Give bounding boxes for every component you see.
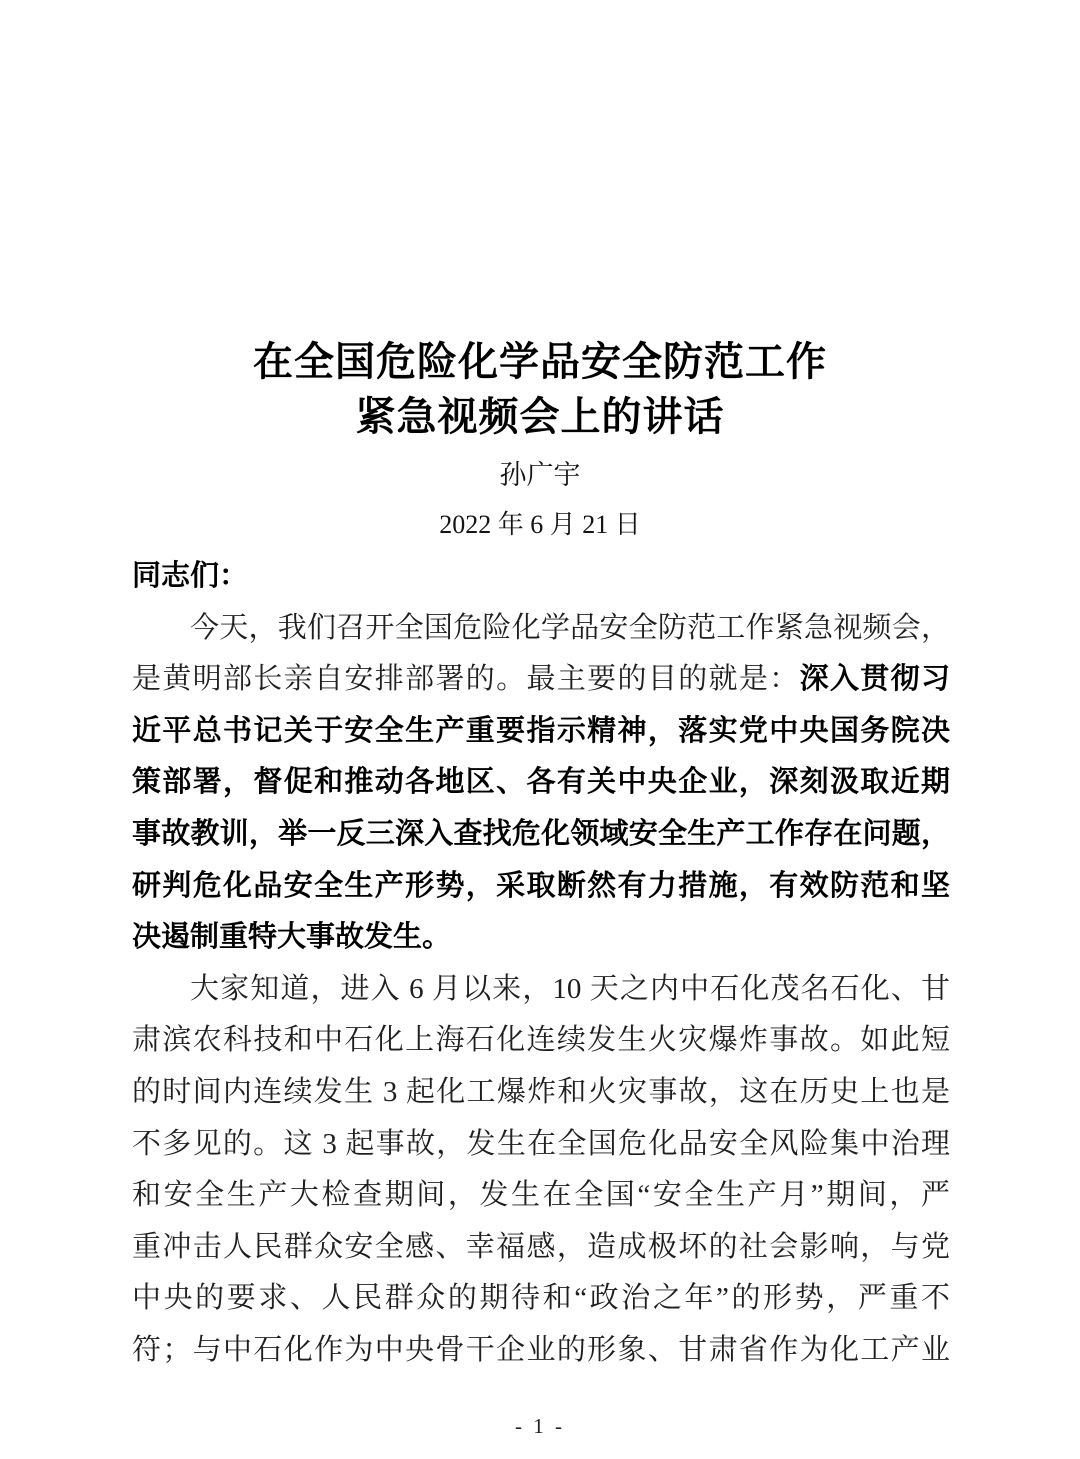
body-text-run: 符；与中石化作为中央骨干企业的形象、甘肃省作为化工产业 [132, 1333, 950, 1366]
body-text-run: 肃滨农科技和中石化上海石化连续发生火灾爆炸事故。如此短 [132, 1024, 950, 1057]
body-text-run-bold: 近平总书记关于安全生产重要指示精神，落实党中央国务院决 [132, 714, 950, 747]
body-text-run: 的时间内连续发生 3 起化工爆炸和火灾事故，这在历史上也是 [132, 1075, 950, 1108]
body-text-run: 不多见的。这 3 起事故，发生在全国危化品安全风险集中治理 [132, 1127, 950, 1160]
title-line-2: 紧急视频会上的讲话 [355, 394, 725, 439]
body-text-run: 大家知道，进入 6 月以来，10 天之内中石化茂名石化、甘 [190, 972, 950, 1005]
body-text-run: 是黄明部长亲自安排部署的。最主要的目的就是： [132, 663, 800, 696]
body-line [132, 706, 950, 758]
page-number-footer: - 1 - [515, 1414, 565, 1438]
body-line [132, 861, 950, 913]
body-line [132, 1273, 950, 1325]
body-line [132, 1015, 950, 1067]
body-line [132, 603, 950, 655]
body-text-run-bold: 决遏制重特大事故发生。 [132, 921, 452, 954]
body-line [132, 1067, 950, 1119]
body-line [132, 1119, 950, 1171]
body-text-run-bold: 深入贯彻习 [799, 663, 950, 696]
document-body [132, 551, 950, 1377]
title-line-1: 在全国危险化学品安全防范工作 [253, 339, 827, 384]
body-text-run: 重冲击人民群众安全感、幸福感，造成极坏的社会影响，与党 [132, 1230, 950, 1263]
body-line [132, 1325, 950, 1377]
body-line [132, 757, 950, 809]
document-date: 2022 年 6 月 21 日 [439, 510, 641, 539]
body-text-run: 和安全生产大检查期间，发生在全国“安全生产月”期间，严 [132, 1179, 950, 1212]
body-line [132, 1222, 950, 1274]
body-text-run-bold: 策部署，督促和推动各地区、各有关中央企业，深刻汲取近期 [132, 766, 950, 799]
body-line [132, 912, 950, 964]
body-text-run-bold: 事故教训，举一反三深入查找危化领域安全生产工作存在问题， [132, 817, 950, 850]
author-name: 孙广宇 [499, 460, 581, 490]
document-title [0, 334, 1080, 444]
body-text-run-bold: 研判危化品安全生产形势，采取断然有力措施，有效防范和坚 [132, 869, 950, 902]
body-line [132, 654, 950, 706]
body-text-run: 今天，我们召开全国危险化学品安全防范工作紧急视频会， [190, 611, 950, 644]
body-line [132, 809, 950, 861]
body-text-run: 同志们： [132, 560, 249, 592]
salutation-line [132, 551, 950, 603]
body-line [132, 1170, 950, 1222]
body-line [132, 964, 950, 1016]
body-text-run: 中央的要求、人民群众的期待和“政治之年”的形势，严重不 [132, 1282, 950, 1315]
